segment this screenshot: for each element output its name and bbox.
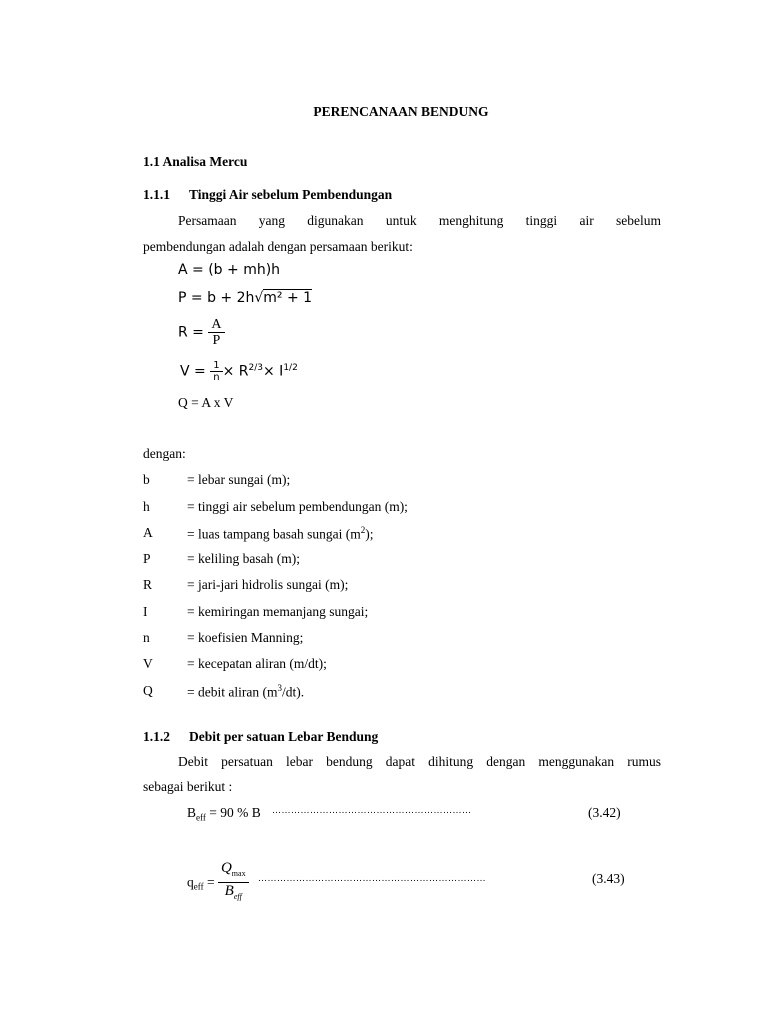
definition-symbol: n <box>143 630 150 645</box>
definition-symbol: h <box>143 499 150 514</box>
definition-text: = lebar sungai (m); <box>187 472 291 487</box>
definitions-intro: dengan: <box>143 446 186 461</box>
equation-text: × I <box>263 363 284 380</box>
paragraph-line: Persamaan yang digunakan untuk menghitung tinggi air sebelum <box>178 213 661 228</box>
equation-text: = 90 % B <box>205 805 261 820</box>
equation-leader-dots: ……………………………………………………… <box>272 805 472 815</box>
fraction-denominator: P <box>212 333 221 348</box>
equation-beff <box>187 805 261 823</box>
fraction-denominator <box>218 883 249 905</box>
definition-text: = jari-jari hidrolis sungai (m); <box>187 577 349 592</box>
numerator-symbol: Q <box>220 860 232 876</box>
definition-symbol: b <box>143 472 150 487</box>
paragraph-line: pembendungan adalah dengan persamaan berikut: <box>143 239 413 254</box>
equation-discharge: Q = A x V <box>178 395 234 410</box>
fraction-denominator: n <box>213 372 220 383</box>
definition-text: = kemiringan memanjang sungai; <box>187 604 369 619</box>
fraction <box>210 360 222 383</box>
definition-text: = koefisien Manning; <box>187 630 304 645</box>
definition-text: = keliling basah (m); <box>187 551 300 566</box>
definition-symbol: P <box>143 551 151 566</box>
equation-exponent: 2/3 <box>248 362 263 373</box>
subsection-number: 1.1.1 <box>143 187 170 202</box>
fraction <box>208 317 224 348</box>
definition-symbol: I <box>143 604 148 619</box>
fraction-numerator <box>218 860 249 883</box>
fraction <box>218 860 249 905</box>
subsection-heading: Debit per satuan Lebar Bendung <box>189 729 379 744</box>
definition-desc: = luas tampang basah sungai (m <box>187 526 361 542</box>
equation-area: A = (b + mh)h <box>178 262 281 278</box>
equation-text: V = <box>180 363 206 380</box>
equation-text: R = <box>178 324 204 341</box>
denominator-symbol: B <box>224 883 234 899</box>
sqrt-icon: √ <box>254 290 264 306</box>
denominator-subscript: eff <box>233 892 242 901</box>
definition-symbol: V <box>143 656 153 671</box>
equation-exponent: 1/2 <box>283 362 298 373</box>
equation-velocity <box>180 360 298 383</box>
equation-text: × R <box>222 363 249 380</box>
definition-text: = kecepatan aliran (m/dt); <box>187 656 327 671</box>
equation-qeff <box>187 860 249 905</box>
numerator-subscript: max <box>231 869 246 878</box>
paragraph-line: Debit persatuan lebar bendung dapat dihitung dengan menggunakan rumus <box>178 754 661 769</box>
equation-text: P = b + 2h <box>178 290 255 306</box>
equation-radius <box>178 317 225 348</box>
subsection-number: 1.1.2 <box>143 729 170 744</box>
equation-leader-dots: ……………………………………………………………… <box>258 873 486 883</box>
equation-subscript: eff <box>196 812 206 823</box>
definition-symbol: Q <box>143 683 153 698</box>
definition-text: = tinggi air sebelum pembendungan (m); <box>187 499 408 514</box>
subsection-heading: Tinggi Air sebelum Pembendungan <box>189 187 393 202</box>
equation-text: = <box>203 874 215 890</box>
equation-symbol: B <box>187 805 197 820</box>
definition-sup: 2 <box>360 525 366 535</box>
definition-text <box>187 683 304 701</box>
fraction-numerator: 1 <box>210 360 222 372</box>
definition-tail: /dt). <box>281 684 305 700</box>
equation-perimeter <box>178 290 312 306</box>
equation-symbol: q <box>187 874 194 890</box>
definition-symbol: A <box>143 525 153 540</box>
fraction-numerator: A <box>208 317 224 333</box>
definition-sup: 3 <box>277 683 282 693</box>
equation-subscript: eff <box>193 881 204 892</box>
equation-radicand: m² + 1 <box>263 290 313 306</box>
page-title: PERENCANAAN BENDUNG <box>313 104 489 119</box>
definition-symbol: R <box>143 577 153 592</box>
section-heading: 1.1 Analisa Mercu <box>143 154 248 169</box>
equation-number: (3.43) <box>592 871 625 886</box>
definition-tail: ); <box>365 526 374 542</box>
equation-number: (3.42) <box>588 805 621 820</box>
definition-text <box>187 525 373 543</box>
definition-desc: = debit aliran (m <box>187 684 278 700</box>
paragraph-line: sebagai berikut : <box>143 779 233 794</box>
